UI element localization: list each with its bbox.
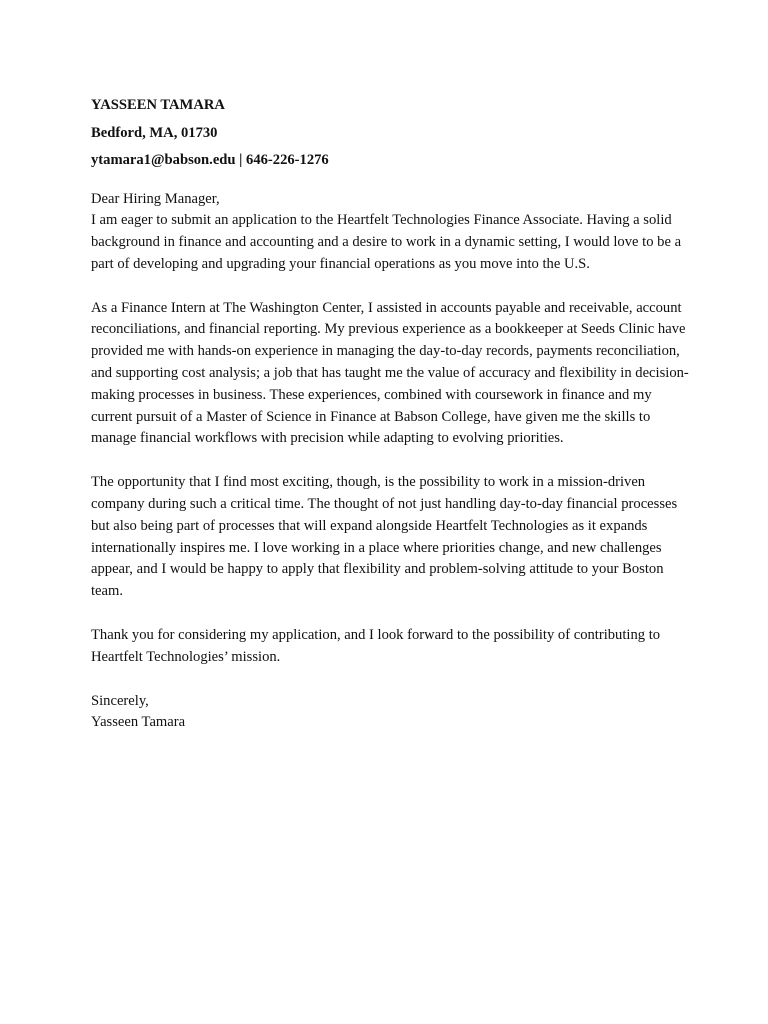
cover-letter <box>91 92 691 734</box>
paragraph-motivation: The opportunity that I find most exciting, though, is the possibility to work in a mission-driven company during such a critical time. The thought of not just handling day-to-day financial processes but also being part of processes that will expand alongside Heartfelt Technologies as it expands internationally inspires me. I love working in a place where priorities change, and new challenges appear, and I would be happy to apply that flexibility and problem-solving attitude to your Boston team. <box>91 474 678 600</box>
paragraph-experience: As a Finance Intern at The Washington Center, I assisted in accounts payable and receivable, account reconciliations, and financial reporting. My previous experience as a bookkeeper at Seeds Clinic have provided me with hands-on experience in managing the day-to-day records, payments reconciliation, and supporting cost analysis; a job that has taught me the value of accuracy and flexibility in decision-making processes in business. These experiences, combined with coursework in finance and my current pursuit of a Master of Science in Finance at Babson College, have given me the skills to manage financial workflows with precision while adapting to evolving priorities. <box>91 299 689 447</box>
paragraph-thanks: Thank you for considering my application, and I look forward to the possibility of contributing to Heartfelt Technologies’ mission. <box>91 627 661 665</box>
applicant-contact: ytamara1@babson.edu | 646-226-1276 <box>91 152 329 168</box>
paragraph-intro: I am eager to submit an application to the Heartfelt Technologies Finance Associate. Having a solid background in finance and accounting and a desire to work in a dynamic setting, I would love to be a part of developing and upgrading your financial operations as you move into the U.S. <box>91 212 682 272</box>
signature-name: Yasseen Tamara <box>91 714 186 731</box>
valediction: Sincerely, <box>91 692 149 709</box>
applicant-address: Bedford, MA, 01730 <box>91 124 218 141</box>
salutation: Dear Hiring Manager, <box>91 190 220 207</box>
closing-block <box>91 691 691 735</box>
applicant-name: YASSEEN TAMARA <box>91 97 225 113</box>
